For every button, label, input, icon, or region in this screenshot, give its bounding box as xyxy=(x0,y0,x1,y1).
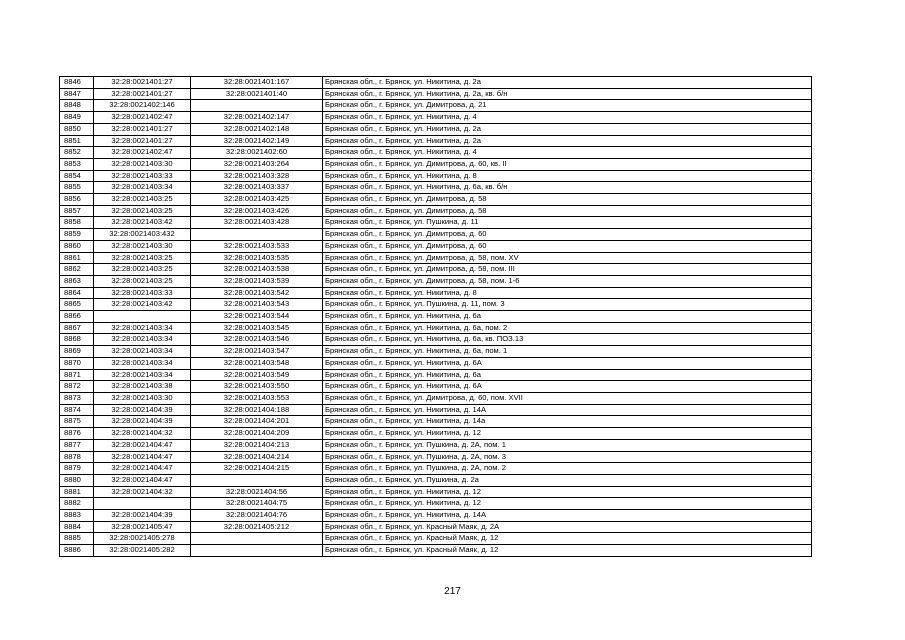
row-number-cell: 8847 xyxy=(60,88,94,100)
address-cell: Брянская обл., г. Брянск, ул. Никитина, д. 8 xyxy=(323,287,812,299)
object-number-cell: 32:28:0021404:201 xyxy=(191,416,323,428)
parcel-number-cell: 32:28:0021403:34 xyxy=(94,334,191,346)
row-number-cell: 8876 xyxy=(60,428,94,440)
table-row xyxy=(60,88,812,100)
table-row xyxy=(60,311,812,323)
parcel-number-cell: 32:28:0021403:25 xyxy=(94,275,191,287)
address-cell: Брянская обл., г. Брянск, ул. Никитина, д. 2а xyxy=(323,123,812,135)
row-number-cell: 8861 xyxy=(60,252,94,264)
row-number-cell: 8846 xyxy=(60,77,94,89)
object-number-cell: 32:28:0021403:539 xyxy=(191,275,323,287)
table-row xyxy=(60,229,812,241)
row-number-cell: 8865 xyxy=(60,299,94,311)
row-number-cell: 8855 xyxy=(60,182,94,194)
table-row xyxy=(60,182,812,194)
object-number-cell: 32:28:0021403:533 xyxy=(191,240,323,252)
object-number-cell xyxy=(191,474,323,486)
parcel-number-cell: 32:28:0021404:39 xyxy=(94,404,191,416)
parcel-number-cell: 32:28:0021403:25 xyxy=(94,252,191,264)
row-number-cell: 8848 xyxy=(60,100,94,112)
address-cell: Брянская обл., г. Брянск, ул. Димитрова, д. 60 xyxy=(323,240,812,252)
parcel-number-cell: 32:28:0021403:42 xyxy=(94,299,191,311)
row-number-cell: 8867 xyxy=(60,322,94,334)
parcel-number-cell: 32:28:0021405:282 xyxy=(94,545,191,557)
address-cell: Брянская обл., г. Брянск, ул. Димитрова, д. 58 xyxy=(323,194,812,206)
object-number-cell: 32:28:0021404:214 xyxy=(191,451,323,463)
row-number-cell: 8883 xyxy=(60,510,94,522)
parcel-number-cell: 32:28:0021403:33 xyxy=(94,170,191,182)
address-cell: Брянская обл., г. Брянск, ул. Красный Маяк, д. 2А xyxy=(323,521,812,533)
row-number-cell: 8856 xyxy=(60,194,94,206)
row-number-cell: 8872 xyxy=(60,381,94,393)
object-number-cell: 32:28:0021404:213 xyxy=(191,439,323,451)
table-row xyxy=(60,545,812,557)
address-cell: Брянская обл., г. Брянск, ул. Пушкина, д. 2А, пом. 1 xyxy=(323,439,812,451)
address-cell: Брянская обл., г. Брянск, ул. Красный Маяк, д. 12 xyxy=(323,533,812,545)
address-cell: Брянская обл., г. Брянск, ул. Никитина, д. 6а, пом. 1 xyxy=(323,346,812,358)
page-number: 217 xyxy=(444,586,461,597)
row-number-cell: 8860 xyxy=(60,240,94,252)
address-cell: Брянская обл., г. Брянск, ул. Никитина, д. 12 xyxy=(323,486,812,498)
table-row xyxy=(60,240,812,252)
object-number-cell: 32:28:0021402:60 xyxy=(191,147,323,159)
table-row xyxy=(60,486,812,498)
table-row xyxy=(60,100,812,112)
parcel-number-cell: 32:28:0021403:34 xyxy=(94,369,191,381)
parcel-number-cell: 32:28:0021401:27 xyxy=(94,123,191,135)
row-number-cell: 8880 xyxy=(60,474,94,486)
object-number-cell: 32:28:0021403:428 xyxy=(191,217,323,229)
address-cell: Брянская обл., г. Брянск, ул. Никитина, д. 6а, пом. 2 xyxy=(323,322,812,334)
object-number-cell xyxy=(191,533,323,545)
object-number-cell: 32:28:0021403:328 xyxy=(191,170,323,182)
table-row xyxy=(60,510,812,522)
object-number-cell xyxy=(191,229,323,241)
table-row xyxy=(60,498,812,510)
address-cell: Брянская обл., г. Брянск, ул. Никитина, д. 4 xyxy=(323,112,812,124)
object-number-cell: 32:28:0021403:544 xyxy=(191,311,323,323)
object-number-cell: 32:28:0021404:209 xyxy=(191,428,323,440)
address-cell: Брянская обл., г. Брянск, ул. Никитина, д. 12 xyxy=(323,498,812,510)
parcel-number-cell: 32:28:0021404:32 xyxy=(94,428,191,440)
parcel-number-cell: 32:28:0021404:39 xyxy=(94,510,191,522)
table-row xyxy=(60,533,812,545)
parcel-number-cell: 32:28:0021403:25 xyxy=(94,205,191,217)
row-number-cell: 8850 xyxy=(60,123,94,135)
object-number-cell xyxy=(191,545,323,557)
address-cell: Брянская обл., г. Брянск, ул. Красный Маяк, д. 12 xyxy=(323,545,812,557)
parcel-number-cell: 32:28:0021403:25 xyxy=(94,194,191,206)
row-number-cell: 8879 xyxy=(60,463,94,475)
address-cell: Брянская обл., г. Брянск, ул. Димитрова, д. 58, пом. XV xyxy=(323,252,812,264)
table-row xyxy=(60,275,812,287)
parcel-number-cell: 32:28:0021401:27 xyxy=(94,88,191,100)
parcel-number-cell: 32:28:0021401:27 xyxy=(94,77,191,89)
row-number-cell: 8873 xyxy=(60,392,94,404)
row-number-cell: 8853 xyxy=(60,158,94,170)
table-row xyxy=(60,264,812,276)
object-number-cell: 32:28:0021403:535 xyxy=(191,252,323,264)
object-number-cell: 32:28:0021405:212 xyxy=(191,521,323,533)
address-cell: Брянская обл., г. Брянск, ул. Пушкина, д. 2а xyxy=(323,474,812,486)
table-body xyxy=(60,77,812,557)
parcel-number-cell: 32:28:0021403:30 xyxy=(94,240,191,252)
parcel-number-cell: 32:28:0021403:432 xyxy=(94,229,191,241)
parcel-number-cell: 32:28:0021403:30 xyxy=(94,158,191,170)
row-number-cell: 8849 xyxy=(60,112,94,124)
parcel-number-cell: 32:28:0021401:27 xyxy=(94,135,191,147)
table-row xyxy=(60,463,812,475)
object-number-cell: 32:28:0021403:542 xyxy=(191,287,323,299)
table-row xyxy=(60,369,812,381)
table-row xyxy=(60,299,812,311)
object-number-cell: 32:28:0021401:167 xyxy=(191,77,323,89)
parcel-number-cell: 32:28:0021403:38 xyxy=(94,381,191,393)
address-cell: Брянская обл., г. Брянск, ул. Пушкина, д. 2А, пом. 3 xyxy=(323,451,812,463)
address-cell: Брянская обл., г. Брянск, ул. Димитрова, д. 60, кв. II xyxy=(323,158,812,170)
object-number-cell: 32:28:0021404:75 xyxy=(191,498,323,510)
address-cell: Брянская обл., г. Брянск, ул. Димитрова, д. 58, пом. 1-6 xyxy=(323,275,812,287)
address-cell: Брянская обл., г. Брянск, ул. Никитина, д. 2а xyxy=(323,135,812,147)
object-number-cell: 32:28:0021404:76 xyxy=(191,510,323,522)
object-number-cell xyxy=(191,100,323,112)
parcel-number-cell: 32:28:0021403:25 xyxy=(94,264,191,276)
object-number-cell: 32:28:0021403:547 xyxy=(191,346,323,358)
parcel-number-cell: 32:28:0021404:39 xyxy=(94,416,191,428)
address-cell: Брянская обл., г. Брянск, ул. Димитрова, д. 21 xyxy=(323,100,812,112)
object-number-cell: 32:28:0021401:40 xyxy=(191,88,323,100)
row-number-cell: 8881 xyxy=(60,486,94,498)
object-number-cell: 32:28:0021404:188 xyxy=(191,404,323,416)
object-number-cell: 32:28:0021403:425 xyxy=(191,194,323,206)
table-row xyxy=(60,392,812,404)
parcel-number-cell: 32:28:0021402:146 xyxy=(94,100,191,112)
object-number-cell: 32:28:0021403:553 xyxy=(191,392,323,404)
cadastral-table xyxy=(59,76,812,557)
row-number-cell: 8871 xyxy=(60,369,94,381)
row-number-cell: 8877 xyxy=(60,439,94,451)
row-number-cell: 8870 xyxy=(60,357,94,369)
object-number-cell: 32:28:0021402:147 xyxy=(191,112,323,124)
address-cell: Брянская обл., г. Брянск, ул. Пушкина, д. 11 xyxy=(323,217,812,229)
parcel-number-cell: 32:28:0021403:42 xyxy=(94,217,191,229)
parcel-number-cell: 32:28:0021402:47 xyxy=(94,112,191,124)
table-row xyxy=(60,112,812,124)
address-cell: Брянская обл., г. Брянск, ул. Пушкина, д. 11, пом. 3 xyxy=(323,299,812,311)
object-number-cell: 32:28:0021403:548 xyxy=(191,357,323,369)
object-number-cell: 32:28:0021402:148 xyxy=(191,123,323,135)
table-row xyxy=(60,147,812,159)
parcel-number-cell: 32:28:0021403:33 xyxy=(94,287,191,299)
table-row xyxy=(60,428,812,440)
address-cell: Брянская обл., г. Брянск, ул. Никитина, д. 6А xyxy=(323,357,812,369)
object-number-cell: 32:28:0021403:426 xyxy=(191,205,323,217)
object-number-cell: 32:28:0021403:264 xyxy=(191,158,323,170)
address-cell: Брянская обл., г. Брянск, ул. Никитина, д. 12 xyxy=(323,428,812,440)
row-number-cell: 8882 xyxy=(60,498,94,510)
parcel-number-cell: 32:28:0021403:34 xyxy=(94,357,191,369)
address-cell: Брянская обл., г. Брянск, ул. Никитина, д. 4 xyxy=(323,147,812,159)
row-number-cell: 8874 xyxy=(60,404,94,416)
parcel-number-cell: 32:28:0021402:47 xyxy=(94,147,191,159)
object-number-cell: 32:28:0021402:149 xyxy=(191,135,323,147)
address-cell: Брянская обл., г. Брянск, ул. Димитрова, д. 58 xyxy=(323,205,812,217)
table-row xyxy=(60,205,812,217)
row-number-cell: 8852 xyxy=(60,147,94,159)
address-cell: Брянская обл., г. Брянск, ул. Никитина, д. 2а, кв. б/н xyxy=(323,88,812,100)
table-row xyxy=(60,77,812,89)
object-number-cell: 32:28:0021403:337 xyxy=(191,182,323,194)
row-number-cell: 8868 xyxy=(60,334,94,346)
row-number-cell: 8878 xyxy=(60,451,94,463)
address-cell: Брянская обл., г. Брянск, ул. Пушкина, д. 2А, пом. 2 xyxy=(323,463,812,475)
row-number-cell: 8858 xyxy=(60,217,94,229)
table-row xyxy=(60,346,812,358)
table-row xyxy=(60,404,812,416)
parcel-number-cell: 32:28:0021403:34 xyxy=(94,182,191,194)
table-row xyxy=(60,439,812,451)
address-cell: Брянская обл., г. Брянск, ул. Димитрова, д. 58, пом. III xyxy=(323,264,812,276)
row-number-cell: 8869 xyxy=(60,346,94,358)
parcel-number-cell: 32:28:0021403:30 xyxy=(94,392,191,404)
address-cell: Брянская обл., г. Брянск, ул. Никитина, д. 14А xyxy=(323,510,812,522)
object-number-cell: 32:28:0021403:550 xyxy=(191,381,323,393)
row-number-cell: 8854 xyxy=(60,170,94,182)
table-row xyxy=(60,252,812,264)
table-row xyxy=(60,194,812,206)
address-cell: Брянская обл., г. Брянск, ул. Никитина, д. 6а xyxy=(323,369,812,381)
address-cell: Брянская обл., г. Брянск, ул. Никитина, д. 6а, кв. ПОЗ.13 xyxy=(323,334,812,346)
object-number-cell: 32:28:0021403:545 xyxy=(191,322,323,334)
parcel-number-cell xyxy=(94,311,191,323)
table-row xyxy=(60,135,812,147)
parcel-number-cell: 32:28:0021403:34 xyxy=(94,346,191,358)
row-number-cell: 8864 xyxy=(60,287,94,299)
parcel-number-cell: 32:28:0021404:47 xyxy=(94,474,191,486)
object-number-cell: 32:28:0021404:215 xyxy=(191,463,323,475)
table-row xyxy=(60,521,812,533)
row-number-cell: 8866 xyxy=(60,311,94,323)
table-row xyxy=(60,322,812,334)
row-number-cell: 8884 xyxy=(60,521,94,533)
table-row xyxy=(60,123,812,135)
row-number-cell: 8862 xyxy=(60,264,94,276)
address-cell: Брянская обл., г. Брянск, ул. Димитрова, д. 60 xyxy=(323,229,812,241)
table-row xyxy=(60,287,812,299)
table-row xyxy=(60,381,812,393)
table-row xyxy=(60,158,812,170)
row-number-cell: 8886 xyxy=(60,545,94,557)
table-row xyxy=(60,357,812,369)
object-number-cell: 32:28:0021403:543 xyxy=(191,299,323,311)
address-cell: Брянская обл., г. Брянск, ул. Никитина, д. 8 xyxy=(323,170,812,182)
table-row xyxy=(60,416,812,428)
parcel-number-cell: 32:28:0021404:32 xyxy=(94,486,191,498)
parcel-number-cell xyxy=(94,498,191,510)
table-row xyxy=(60,217,812,229)
object-number-cell: 32:28:0021403:538 xyxy=(191,264,323,276)
row-number-cell: 8885 xyxy=(60,533,94,545)
row-number-cell: 8875 xyxy=(60,416,94,428)
parcel-number-cell: 32:28:0021404:47 xyxy=(94,463,191,475)
table-row xyxy=(60,451,812,463)
parcel-number-cell: 32:28:0021405:278 xyxy=(94,533,191,545)
address-cell: Брянская обл., г. Брянск, ул. Никитина, д. 14а xyxy=(323,416,812,428)
table-row xyxy=(60,474,812,486)
parcel-number-cell: 32:28:0021404:47 xyxy=(94,439,191,451)
address-cell: Брянская обл., г. Брянск, ул. Димитрова, д. 60, пом. XVII xyxy=(323,392,812,404)
row-number-cell: 8859 xyxy=(60,229,94,241)
table-row xyxy=(60,170,812,182)
address-cell: Брянская обл., г. Брянск, ул. Никитина, д. 6А xyxy=(323,381,812,393)
address-cell: Брянская обл., г. Брянск, ул. Никитина, д. 2а xyxy=(323,77,812,89)
address-cell: Брянская обл., г. Брянск, ул. Никитина, д. 14А xyxy=(323,404,812,416)
address-cell: Брянская обл., г. Брянск, ул. Никитина, д. 6а xyxy=(323,311,812,323)
object-number-cell: 32:28:0021404:56 xyxy=(191,486,323,498)
row-number-cell: 8863 xyxy=(60,275,94,287)
table-row xyxy=(60,334,812,346)
row-number-cell: 8851 xyxy=(60,135,94,147)
row-number-cell: 8857 xyxy=(60,205,94,217)
address-cell: Брянская обл., г. Брянск, ул. Никитина, д. 6а, кв. б/н xyxy=(323,182,812,194)
object-number-cell: 32:28:0021403:549 xyxy=(191,369,323,381)
parcel-number-cell: 32:28:0021404:47 xyxy=(94,451,191,463)
parcel-number-cell: 32:28:0021403:34 xyxy=(94,322,191,334)
parcel-number-cell: 32:28:0021405:47 xyxy=(94,521,191,533)
object-number-cell: 32:28:0021403:546 xyxy=(191,334,323,346)
